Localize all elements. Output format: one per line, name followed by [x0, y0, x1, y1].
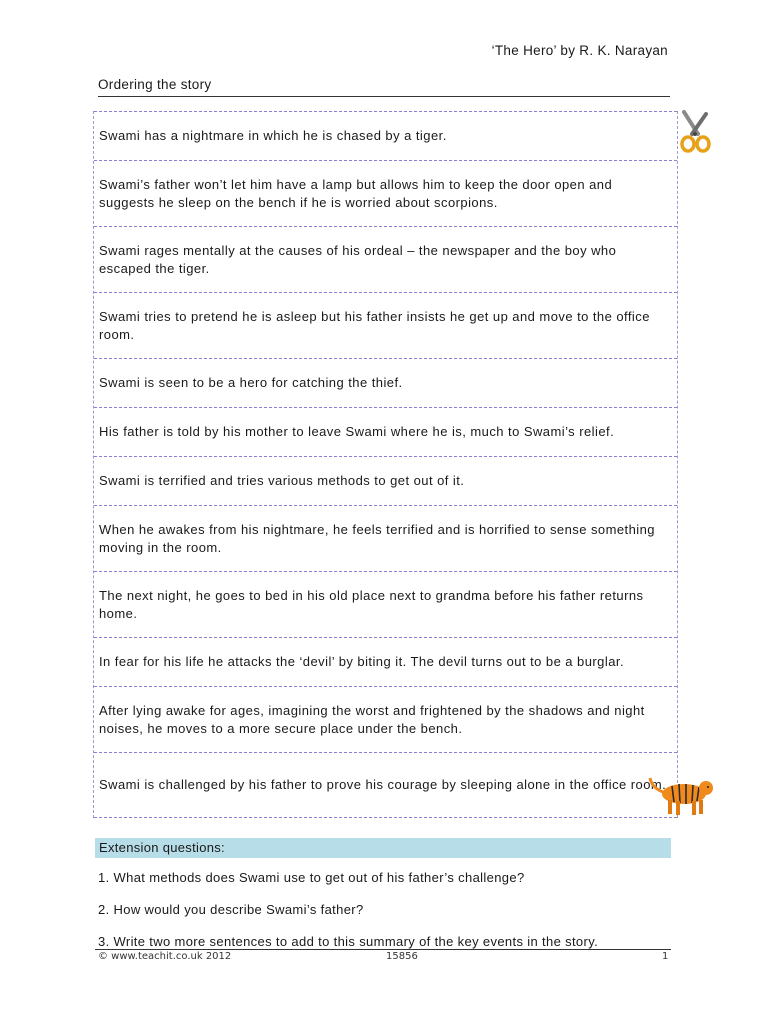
card-text: Swami has a nightmare in which he is chased by a tiger.: [99, 128, 447, 144]
story-card: [94, 111, 677, 160]
story-card: [94, 407, 677, 456]
story-card: [94, 456, 677, 505]
footer-rule: [95, 949, 671, 950]
page-number: 1: [662, 951, 669, 962]
question-1: 1. What methods does Swami use to get out of his father’s challenge?: [98, 870, 525, 885]
card-text: Swami tries to pretend he is asleep but his father insists he get up and move to the office room.: [99, 309, 650, 342]
scissors-icon: [676, 108, 716, 156]
card-text: Swami is challenged by his father to prove his courage by sleeping alone in the office room.: [99, 777, 667, 793]
story-card: [94, 292, 677, 358]
story-cards: [93, 111, 678, 818]
card-text: Swami’s father won’t let him have a lamp but allows him to keep the door open and suggests he sleep on the bench if he is worried about scorpions.: [99, 177, 613, 210]
story-card: [94, 637, 677, 686]
card-text: After lying awake for ages, imagining the worst and frightened by the shadows and night noises, he moves to a more secure place under the bench.: [99, 703, 645, 736]
story-card: [94, 686, 677, 752]
story-card: [94, 226, 677, 292]
question-3: 3. Write two more sentences to add to this summary of the key events in the story.: [98, 934, 599, 949]
card-text: The next night, he goes to bed in his old place next to grandma before his father returns home.: [99, 588, 644, 621]
story-card: [94, 571, 677, 637]
card-text: His father is told by his mother to leave Swami where he is, much to Swami’s relief.: [99, 424, 615, 440]
story-card: [94, 160, 677, 226]
tiger-icon: [646, 770, 722, 820]
story-card: [94, 358, 677, 407]
card-text: In fear for his life he attacks the ‘devil’ by biting it. The devil turns out to be a burglar.: [99, 654, 625, 670]
card-text: Swami is terrified and tries various methods to get out of it.: [99, 473, 465, 489]
footer-copyright: © www.teachit.co.uk 2012: [98, 951, 232, 962]
card-text: Swami is seen to be a hero for catching the thief.: [99, 375, 403, 391]
card-text: When he awakes from his nightmare, he feels terrified and is horrified to sense something moving in the room.: [99, 522, 655, 555]
card-text: Swami rages mentally at the causes of his ordeal – the newspaper and the boy who escaped the tiger.: [99, 243, 617, 276]
extension-heading: Extension questions:: [95, 838, 671, 858]
story-card: [94, 505, 677, 571]
footer-code: 15856: [386, 951, 418, 962]
page-title: ‘The Hero’ by R. K. Narayan: [491, 43, 668, 58]
story-card: [94, 752, 677, 818]
section-heading: Ordering the story: [98, 77, 670, 97]
question-2: 2. How would you describe Swami’s father?: [98, 902, 364, 917]
